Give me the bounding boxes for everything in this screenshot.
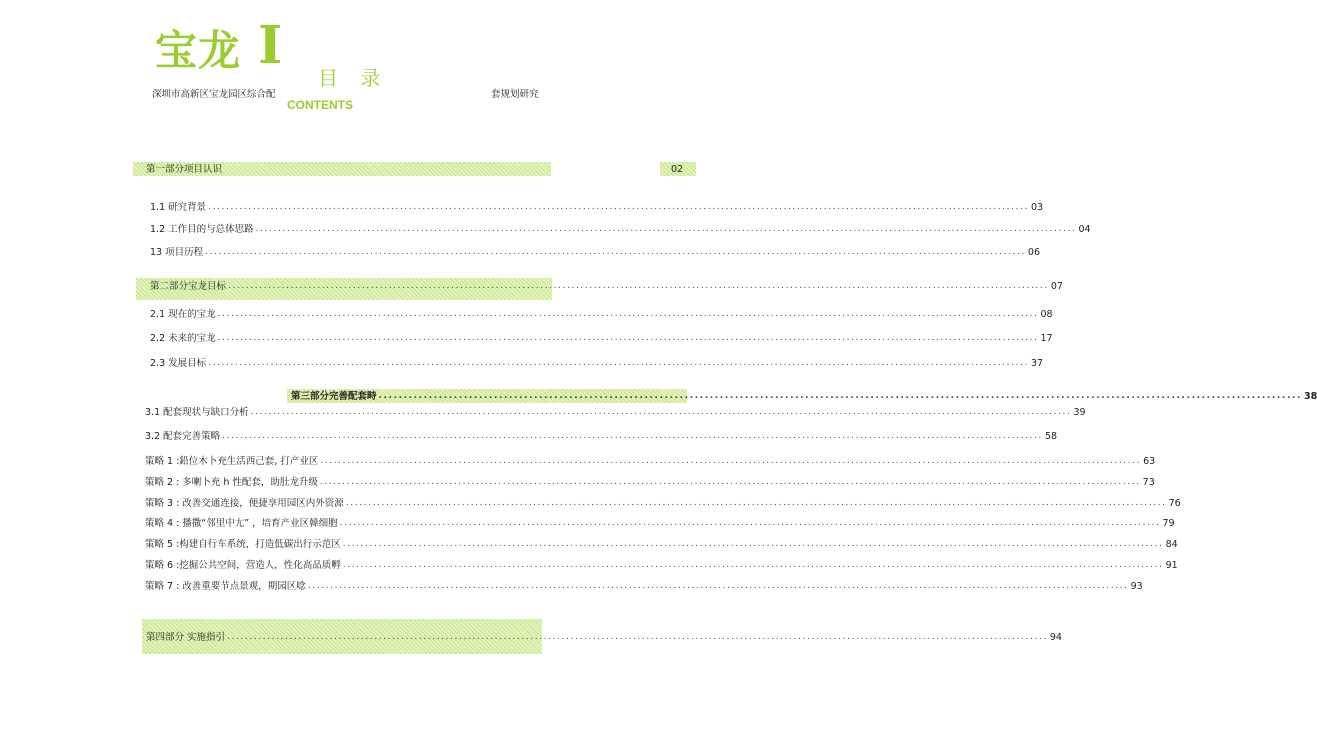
toc-entry-label: 1.2 工作目的与总体思路	[150, 224, 254, 235]
dot-leader: ........................................................................................................................................................................................	[342, 539, 1164, 549]
part2-page: 07	[1050, 281, 1063, 292]
contents-heading: CONTENTS	[287, 98, 353, 112]
toc-entry[interactable]	[145, 476, 1155, 489]
toc-entry[interactable]	[150, 223, 1091, 236]
toc-entry[interactable]	[145, 497, 1181, 510]
toc-entry-label: 策略 6 :挖掘公共空间，营造人，性化高品质孵	[145, 560, 341, 571]
toc-entry-page: 08	[1040, 309, 1053, 320]
toc-entry-label: 策略 7 : 改善重要节点景观，期园区唸	[145, 581, 306, 592]
toc-entry-page: 73	[1142, 477, 1155, 488]
dot-leader: ........................................................................................................................................................................................	[222, 431, 1043, 441]
part4-heading[interactable]	[146, 631, 1062, 644]
toc-entry-page: 76	[1168, 498, 1181, 509]
toc-entry-label: 策略 5 :构建自行车系统，打造低碳出行示范区	[145, 539, 341, 550]
dot-leader: ........................................................................................................................................................................................	[208, 202, 1029, 212]
dot-leader: ........................................................................................................................................................................................	[205, 247, 1026, 257]
toc-entry-label: 2.1 现在的宝龙	[150, 309, 216, 320]
toc-entry[interactable]	[145, 517, 1175, 530]
dot-leader: ........................................................................................................................................................................................	[345, 498, 1167, 508]
dot-leader: ........................................................................................................................................................................................	[320, 456, 1142, 466]
toc-entry-page: 06	[1027, 247, 1040, 258]
dot-leader: ........................................................................................................................................................................................	[227, 632, 1048, 642]
toc-entry-page: 93	[1130, 581, 1143, 592]
part1-page: 02	[671, 164, 684, 175]
toc-entry-page: 03	[1030, 202, 1044, 213]
toc-entry[interactable]	[145, 538, 1178, 551]
dot-leader: ........................................................................................................................................................................................	[255, 224, 1077, 234]
brand-logo-text: 宝龙	[155, 26, 242, 75]
toc-entry-page: 79	[1162, 518, 1175, 529]
toc-entry[interactable]	[145, 430, 1058, 443]
dot-leader: ........................................................................................................................................................................................	[208, 358, 1029, 368]
toc-entry-label: 2.3 发展目标	[150, 358, 207, 369]
subtitle-right: 套规划研究	[491, 89, 539, 100]
part2-heading[interactable]	[150, 280, 1063, 293]
toc-entry[interactable]	[150, 332, 1053, 345]
part4-label: 第四部分 实施指引	[146, 632, 226, 643]
toc-entry-page: 91	[1165, 560, 1178, 571]
part3-page: 38	[1304, 391, 1317, 402]
brand-roman-numeral: I	[258, 15, 283, 76]
toc-entry-label: 策略 2 : 多喇卜充 h 性配套，助肚龙升级	[145, 477, 318, 488]
toc-entry-page: 39	[1073, 407, 1086, 418]
dot-leader: ........................................................................................................................................................................................	[378, 391, 1302, 401]
dot-leader: ........................................................................................................................................................................................	[319, 477, 1141, 487]
toc-entry[interactable]	[145, 580, 1143, 593]
dot-leader: ........................................................................................................................................................................................	[217, 309, 1039, 319]
toc-entry-page: 63	[1143, 456, 1156, 467]
subtitle-left: 深圳市高新区宝龙园区综合配	[152, 89, 276, 100]
dot-leader: ........................................................................................................................................................................................	[228, 281, 1049, 291]
toc-entry-page: 17	[1040, 333, 1053, 344]
dot-leader: ........................................................................................................................................................................................	[217, 333, 1039, 343]
toc-entry-label: 策略 1 :鉛位木卜充生活西己套, 打产业区	[145, 456, 319, 467]
toc-entry-label: 2.2 未来的宝龙	[150, 333, 216, 344]
toc-entry[interactable]	[145, 455, 1156, 468]
toc-entry[interactable]	[145, 406, 1086, 419]
toc-entry-label: 3.1 配套现状与缺口分析	[145, 407, 249, 418]
toc-entry-label: 3.2 配套完善策略	[145, 431, 221, 442]
toc-entry-label: 1.1 研究背景	[150, 202, 207, 213]
toc-entry[interactable]	[150, 357, 1044, 370]
toc-entry[interactable]	[150, 308, 1053, 321]
toc-entry[interactable]	[150, 201, 1044, 214]
toc-entry-page: 84	[1165, 539, 1178, 550]
part3-heading[interactable]	[291, 390, 1317, 403]
part3-label: 第三部分完善配套畤	[291, 391, 377, 402]
toc-entry[interactable]	[145, 559, 1178, 572]
toc-entry-label: 13 项目历程	[150, 247, 204, 258]
part2-label: 第二部分宝龙目标	[150, 281, 227, 292]
part4-page: 94	[1049, 632, 1062, 643]
dot-leader: ........................................................................................................................................................................................	[342, 560, 1164, 570]
toc-entry-label: 策略 3 : 改善交通连接，便捷享用园区内外资源	[145, 498, 344, 509]
toc-entry-label: 策略 4 : 播撒“邻里中尢” ，培育产业区韓细胞	[145, 518, 338, 529]
toc-entry-page: 58	[1044, 431, 1058, 442]
dot-leader: ........................................................................................................................................................................................	[250, 407, 1072, 417]
part1-label[interactable]: 第一部分项目认识	[146, 164, 223, 175]
dot-leader: ........................................................................................................................................................................................	[339, 518, 1161, 528]
toc-title: 目 录	[318, 66, 389, 90]
dot-leader: ........................................................................................................................................................................................	[307, 581, 1129, 591]
toc-entry[interactable]	[150, 246, 1040, 259]
toc-entry-page: 37	[1030, 358, 1044, 369]
toc-entry-page: 04	[1078, 224, 1091, 235]
